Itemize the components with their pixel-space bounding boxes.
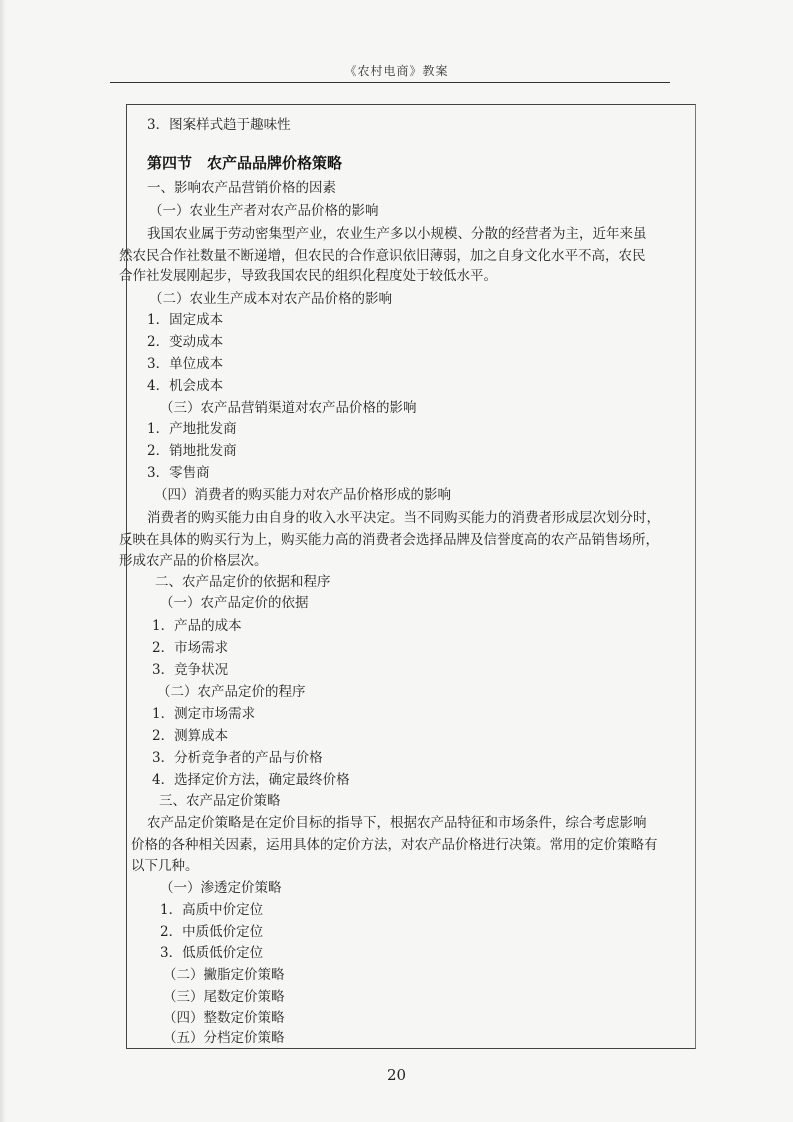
list-item: 2．变动成本 <box>147 334 224 350</box>
section-title: 第四节 农产品品牌价格策略 <box>147 154 343 172</box>
list-item: 1．产品的成本 <box>152 618 242 634</box>
list-item: 4．选择定价方法，确定最终价格 <box>152 772 350 788</box>
page-number: 20 <box>386 1066 407 1084</box>
list-item: 3．分析竞争者的产品与价格 <box>152 750 323 766</box>
heading-level-2: （二）撇脂定价策略 <box>163 967 285 983</box>
text-line: 3．图案样式趋于趣味性 <box>147 117 291 133</box>
header-rule <box>110 82 670 83</box>
list-item: 2．中质低价定位 <box>160 924 264 940</box>
list-item: 1．产地批发商 <box>147 421 237 437</box>
paragraph-line: 消费者的购买能力由自身的收入水平决定。当不同购买能力的消费者形成层次划分时， <box>147 510 660 526</box>
heading-level-1: 一、影响农产品营销价格的因素 <box>147 180 336 196</box>
heading-level-1: 三、农产品定价策略 <box>159 793 281 809</box>
list-item: 1．固定成本 <box>147 312 224 328</box>
list-item: 2．市场需求 <box>152 640 229 656</box>
heading-level-2: （一）渗透定价策略 <box>160 880 282 896</box>
paragraph-line: 形成农产品的价格层次。 <box>119 553 268 569</box>
paragraph-line: 然农民合作社数量不断递增，但农民的合作意识依旧薄弱，加之自身文化水平不高，农民 <box>119 248 646 264</box>
heading-level-2: （一）农业生产者对农产品价格的影响 <box>149 203 379 219</box>
list-item: 1．测定市场需求 <box>152 706 256 722</box>
heading-level-2: （二）农业生产成本对农产品价格的影响 <box>149 291 392 307</box>
list-item: 1．高质中价定位 <box>160 902 264 918</box>
heading-level-2: （三）尾数定价策略 <box>163 989 285 1005</box>
list-item: 2．测算成本 <box>152 728 229 744</box>
list-item: 3．竞争状况 <box>152 662 229 678</box>
heading-level-2: （四）整数定价策略 <box>163 1010 285 1026</box>
heading-level-2: （三）农产品营销渠道对农产品价格的影响 <box>160 400 417 416</box>
heading-level-2: （一）农产品定价的依据 <box>160 595 309 611</box>
paragraph-line: 合作社发展刚起步，导致我国农民的组织化程度处于较低水平。 <box>119 268 497 284</box>
paragraph-line: 农产品定价策略是在定价目标的指导下，根据农产品特征和市场条件，综合考虑影响 <box>147 815 647 831</box>
paragraph-line: 我国农业属于劳动密集型产业，农业生产多以小规模、分散的经营者为主，近年来虽 <box>147 226 647 242</box>
list-item: 3．单位成本 <box>147 356 224 372</box>
list-item: 3．低质低价定位 <box>160 945 264 961</box>
scan-edge-shadow <box>0 0 6 1122</box>
running-header: 《农村电商》教案 <box>344 64 449 78</box>
heading-level-2: （二）农产品定价的程序 <box>157 684 306 700</box>
heading-level-1: 二、农产品定价的依据和程序 <box>155 574 331 590</box>
list-item: 3．零售商 <box>147 465 210 481</box>
paragraph-line: 价格的各种相关因素，运用具体的定价方法，对农产品价格进行决策。常用的定价策略有 <box>131 837 658 853</box>
list-item: 2．销地批发商 <box>147 443 237 459</box>
heading-level-2: （四）消费者的购买能力对农产品价格形成的影响 <box>154 487 451 503</box>
paragraph-line: 以下几种。 <box>131 858 199 874</box>
paragraph-line: 反映在具体的购买行为上，购买能力高的消费者会选择品牌及信誉度高的农产品销售场所， <box>119 532 659 548</box>
list-item: 4．机会成本 <box>147 378 224 394</box>
heading-level-2: （五）分档定价策略 <box>163 1030 285 1046</box>
